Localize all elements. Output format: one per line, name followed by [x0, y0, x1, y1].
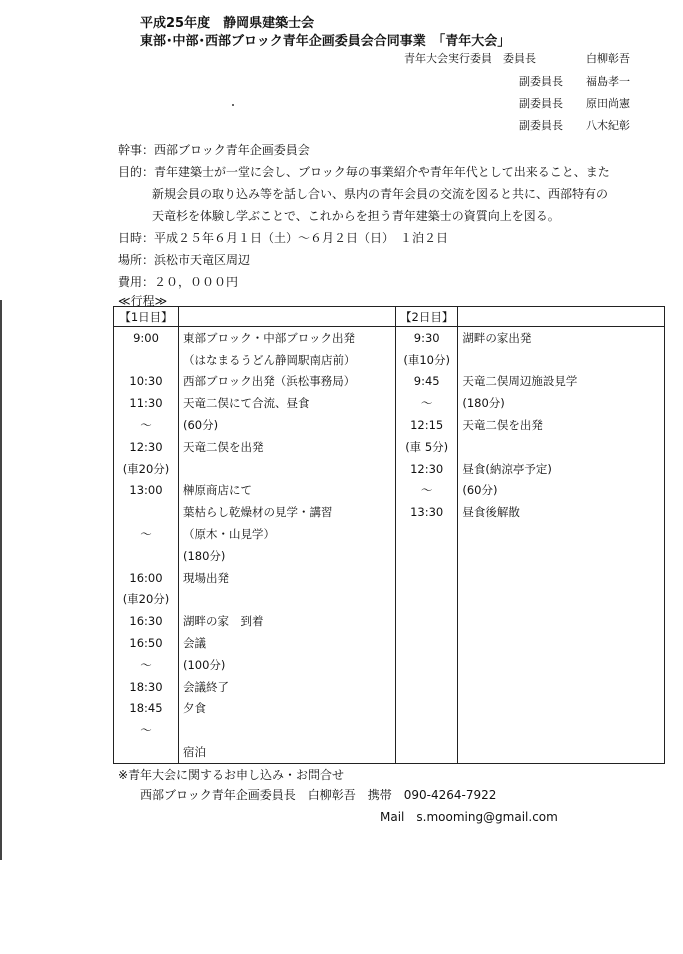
- day1-time-cell: 11:30: [114, 392, 179, 414]
- day2-event-cell: [458, 698, 665, 720]
- itinerary-row: [114, 392, 665, 414]
- day1-event-cell: (60分): [179, 414, 396, 436]
- detail-purpose-2: 新規会員の取り込み等を話し合い、県内の青年会員の交流を図ると共に、西部特有の: [152, 187, 609, 201]
- itinerary-row: [114, 458, 665, 480]
- day2-event-cell: [458, 610, 665, 632]
- itinerary-heading: ≪行程≫: [118, 294, 168, 308]
- detail-kanji: 幹事：西部ブロック青年企画委員会: [118, 143, 310, 157]
- committee-name-3: 原田尚憲: [586, 97, 630, 110]
- day1-time-cell: ～: [114, 654, 179, 676]
- committee-role-4: 副委員長: [519, 119, 563, 132]
- day1-time-cell: (車20分): [114, 589, 179, 611]
- day2-time-cell: [396, 719, 458, 741]
- day1-label: 【1日目】: [114, 307, 179, 327]
- day2-time-cell: 9:30: [396, 327, 458, 349]
- day2-time-cell: [396, 545, 458, 567]
- day2-event-cell: [458, 719, 665, 741]
- day1-event-cell: 宿泊: [179, 741, 396, 763]
- day1-event-cell: 東部ブロック・中部ブロック出発: [179, 327, 396, 349]
- day1-header-blank: [179, 307, 396, 327]
- day2-time-cell: ～: [396, 480, 458, 502]
- day1-time-cell: ～: [114, 719, 179, 741]
- day1-time-cell: 13:00: [114, 480, 179, 502]
- scan-dust-mark: [232, 104, 234, 106]
- day1-time-cell: 10:30: [114, 371, 179, 393]
- day2-time-cell: (車10分): [396, 349, 458, 371]
- day1-time-cell: ～: [114, 523, 179, 545]
- day2-event-cell: [458, 654, 665, 676]
- day1-event-cell: 夕食: [179, 698, 396, 720]
- day2-time-cell: [396, 676, 458, 698]
- day1-time-cell: (車20分): [114, 458, 179, 480]
- day1-event-cell: 現場出発: [179, 567, 396, 589]
- day1-event-cell: 会議: [179, 632, 396, 654]
- itinerary-row: [114, 632, 665, 654]
- day2-time-cell: [396, 610, 458, 632]
- committee-name-2: 福島孝一: [586, 75, 630, 88]
- itinerary-row: [114, 698, 665, 720]
- day2-time-cell: (車 5分): [396, 436, 458, 458]
- day1-time-cell: 16:30: [114, 610, 179, 632]
- day2-time-cell: ～: [396, 392, 458, 414]
- itinerary-row: [114, 676, 665, 698]
- day2-event-cell: 天竜二俣を出発: [458, 414, 665, 436]
- day2-time-cell: [396, 523, 458, 545]
- day1-time-cell: 12:30: [114, 436, 179, 458]
- day1-time-cell: [114, 501, 179, 523]
- itinerary-row: [114, 349, 665, 371]
- committee-role-1: 青年大会実行委員 委員長: [404, 52, 536, 65]
- detail-fee: 費用：２０，０００円: [118, 275, 239, 289]
- day2-time-cell: 12:30: [396, 458, 458, 480]
- contact-note: ※青年大会に関するお申し込み・お問合せ: [118, 768, 345, 782]
- detail-purpose-1: 目的：青年建築士が一堂に会し、ブロック毎の事業紹介や青年年代として出来ること、また: [118, 165, 610, 179]
- day2-header-blank: [458, 307, 665, 327]
- committee-role-2: 副委員長: [519, 75, 563, 88]
- day2-time-cell: [396, 654, 458, 676]
- scan-edge-line: [0, 300, 2, 860]
- day2-event-cell: 天竜二俣周辺施設見学: [458, 371, 665, 393]
- day2-event-cell: [458, 523, 665, 545]
- day2-event-cell: [458, 545, 665, 567]
- day2-time-cell: [396, 741, 458, 763]
- day1-event-cell: 天竜二俣にて合流、昼食: [179, 392, 396, 414]
- contact-person: 西部ブロック青年企画委員長 白柳彰吾 携帯 090-4264-7922: [140, 788, 497, 802]
- title-line-2: 東部･中部･西部ブロック青年企画委員会合同事業 「青年大会」: [140, 34, 511, 49]
- day1-time-cell: [114, 741, 179, 763]
- itinerary-header-row: [114, 307, 665, 327]
- itinerary-row: [114, 610, 665, 632]
- day1-time-cell: [114, 349, 179, 371]
- day1-time-cell: 16:50: [114, 632, 179, 654]
- day2-event-cell: [458, 741, 665, 763]
- detail-place: 場所：浜松市天竜区周辺: [118, 253, 251, 267]
- itinerary-row: [114, 567, 665, 589]
- itinerary-row: [114, 327, 665, 349]
- detail-date: 日時：平成２５年６月１日（土）～６月２日（日） １泊２日: [118, 231, 449, 245]
- day1-event-cell: （はなまるうどん静岡駅南店前）: [179, 349, 396, 371]
- day2-time-cell: [396, 698, 458, 720]
- day2-event-cell: [458, 349, 665, 371]
- itinerary-row: [114, 436, 665, 458]
- committee-name-1: 白柳彰吾: [586, 52, 630, 65]
- title-line-1: 平成25年度 静岡県建築士会: [140, 16, 315, 31]
- day2-time-cell: [396, 567, 458, 589]
- day2-event-cell: 湖畔の家出発: [458, 327, 665, 349]
- day2-label: 【2日目】: [396, 307, 458, 327]
- day2-event-cell: (180分): [458, 392, 665, 414]
- day2-time-cell: 13:30: [396, 501, 458, 523]
- itinerary-row: [114, 589, 665, 611]
- day1-event-cell: (100分): [179, 654, 396, 676]
- itinerary-row: [114, 523, 665, 545]
- day2-event-cell: 昼食後解散: [458, 501, 665, 523]
- day1-event-cell: [179, 589, 396, 611]
- day1-event-cell: [179, 719, 396, 741]
- itinerary-row: [114, 719, 665, 741]
- itinerary-row: [114, 741, 665, 763]
- day2-time-cell: 12:15: [396, 414, 458, 436]
- contact-mail: Mail s.mooming@gmail.com: [380, 810, 558, 824]
- itinerary-row: [114, 501, 665, 523]
- day2-time-cell: [396, 632, 458, 654]
- day1-time-cell: ～: [114, 414, 179, 436]
- committee-name-4: 八木紀彰: [586, 119, 630, 132]
- day1-time-cell: [114, 545, 179, 567]
- day1-event-cell: （原木・山見学）: [179, 523, 396, 545]
- day1-time-cell: 16:00: [114, 567, 179, 589]
- itinerary-body: [114, 327, 665, 764]
- day2-event-cell: (60分): [458, 480, 665, 502]
- itinerary-row: [114, 654, 665, 676]
- day1-event-cell: (180分): [179, 545, 396, 567]
- day2-time-cell: [396, 589, 458, 611]
- day2-time-cell: 9:45: [396, 371, 458, 393]
- day2-event-cell: [458, 676, 665, 698]
- day1-event-cell: 榊原商店にて: [179, 480, 396, 502]
- day1-time-cell: 18:30: [114, 676, 179, 698]
- day1-time-cell: 18:45: [114, 698, 179, 720]
- itinerary-row: [114, 545, 665, 567]
- detail-purpose-3: 天竜杉を体験し学ぶことで、これからを担う青年建築士の資質向上を図る。: [152, 209, 560, 223]
- committee-role-3: 副委員長: [519, 97, 563, 110]
- day1-event-cell: [179, 458, 396, 480]
- day2-event-cell: [458, 436, 665, 458]
- day1-event-cell: 天竜二俣を出発: [179, 436, 396, 458]
- day1-event-cell: 西部ブロック出発（浜松事務局）: [179, 371, 396, 393]
- day1-time-cell: 9:00: [114, 327, 179, 349]
- itinerary-row: [114, 480, 665, 502]
- day2-event-cell: 昼食(納涼亭予定): [458, 458, 665, 480]
- itinerary-row: [114, 371, 665, 393]
- day2-event-cell: [458, 632, 665, 654]
- day2-event-cell: [458, 589, 665, 611]
- day1-event-cell: 会議終了: [179, 676, 396, 698]
- itinerary-table: [113, 306, 665, 764]
- day1-event-cell: 湖畔の家 到着: [179, 610, 396, 632]
- itinerary-row: [114, 414, 665, 436]
- day1-event-cell: 葉枯らし乾燥材の見学・講習: [179, 501, 396, 523]
- day2-event-cell: [458, 567, 665, 589]
